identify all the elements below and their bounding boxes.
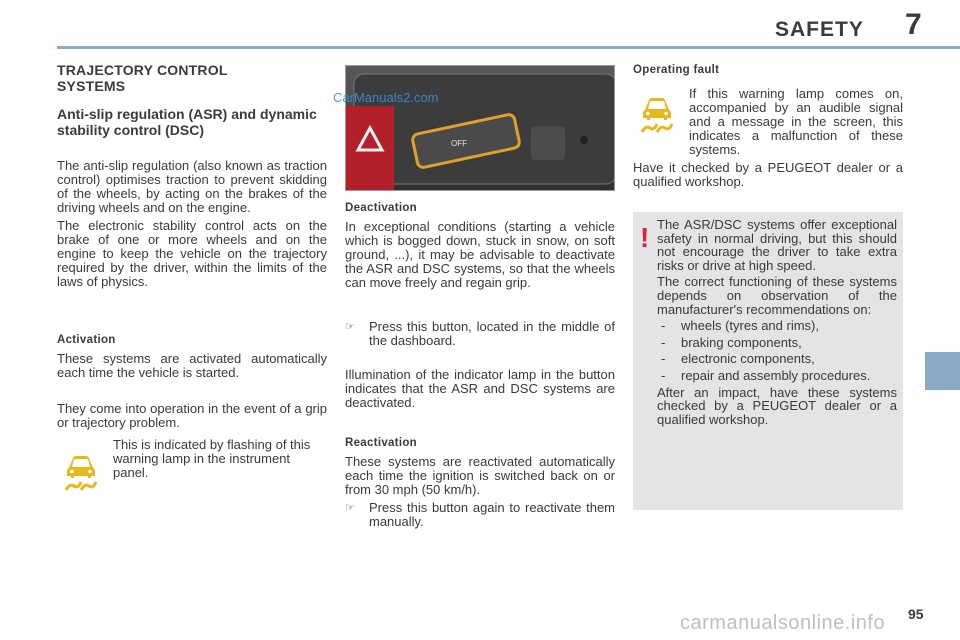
warning-content [657,218,897,429]
photo-label-1: OFF [451,139,467,148]
warning-para-1: The ASR/DSC systems offer exceptional safety in normal driving, but this should not encourage the driver to take extra risks or drive at high speed. [657,217,897,273]
dsc-warning-lamp-icon [62,452,100,492]
dashboard-button-photo [345,65,615,191]
list-item: - electronic components, [661,351,815,367]
activation-heading: Activation [57,334,116,346]
press-button-text: Press this button, located in the middle of the dashboard. [369,319,615,348]
reactivation-text: These systems are reactivated automatically each time the ignition is switched back on or from 30 mph (50 km/h). [345,454,615,497]
warning-para-3: After an impact, have these systems checked by a PEUGEOT dealer or a qualified workshop. [657,384,897,427]
list-item: - repair and assembly procedures. [661,367,871,383]
chapter-number: 7 [905,8,922,41]
pointer-icon: ☞ [345,321,355,333]
fault-heading: Operating fault [633,64,720,76]
operation-text: They come into operation in the event of a grip or trajectory problem. [57,401,327,430]
footer-watermark: carmanualsonline.info [680,612,886,634]
header-rule [57,46,960,49]
press-again-text: Press this button again to reactivate them manually. [369,500,615,529]
fault-advice: Have it checked by a PEUGEOT dealer or a qualified workshop. [633,160,903,189]
lamp-text: This is indicated by flashing of this warning lamp in the instrument panel. [113,437,311,480]
illumination-text: Illumination of the indicator lamp in the button indicates that the ASR and DSC systems are deactivated. [345,367,615,410]
watermark-text: CarManuals2.com [333,90,439,105]
warning-para-2: The correct functioning of these systems depends on observation of the manufacturer's recommendations on: [657,274,897,317]
asr-description: The anti-slip regulation (also known as traction control) optimises traction to prevent skidding of the wheels, by acting on the brakes of the driving wheels and on the engine. [57,158,327,215]
column-left [57,62,327,484]
column-middle [345,201,615,529]
exclamation-icon: ! [640,222,650,253]
fault-text: If this warning lamp comes on, accompanied by an audible signal and a message in the screen, this indicates a malfunction of these systems. [689,86,903,157]
list-item: - braking components, [661,334,802,350]
dashboard-illustration [346,66,615,191]
reactivation-heading: Reactivation [345,437,417,449]
activation-text: These systems are activated automatically each time the vehicle is started. [57,351,327,380]
press-button-step [345,320,615,348]
page-title: SAFETY [775,18,864,41]
section-subtitle: Anti-slip regulation (ASR) and dynamic stability control (DSC) [57,106,317,138]
chapter-side-tab [925,352,960,390]
warning-box [633,212,903,510]
deactivation-text: In exceptional conditions (starting a vehicle which is bogged down, stuck in snow, on soft ground, ...), it may be advisable to deactivate the ASR and DSC systems, so that the wheels can move freely and regain grip. [345,219,615,290]
list-item: - wheels (tyres and rims), [661,318,819,334]
pointer-icon: ☞ [345,502,355,514]
deactivation-heading: Deactivation [345,202,417,214]
fault-warning-lamp-icon [638,94,676,134]
dsc-description: The electronic stability control acts on the brake of one or more wheels and on the engine to keep the vehicle on the trajectory required by the driver, within the limits of the laws of physics. [57,218,327,289]
page-number: 95 [908,606,924,622]
press-again-step [345,501,615,529]
section-title: TRAJECTORY CONTROL SYSTEMS [57,62,228,94]
